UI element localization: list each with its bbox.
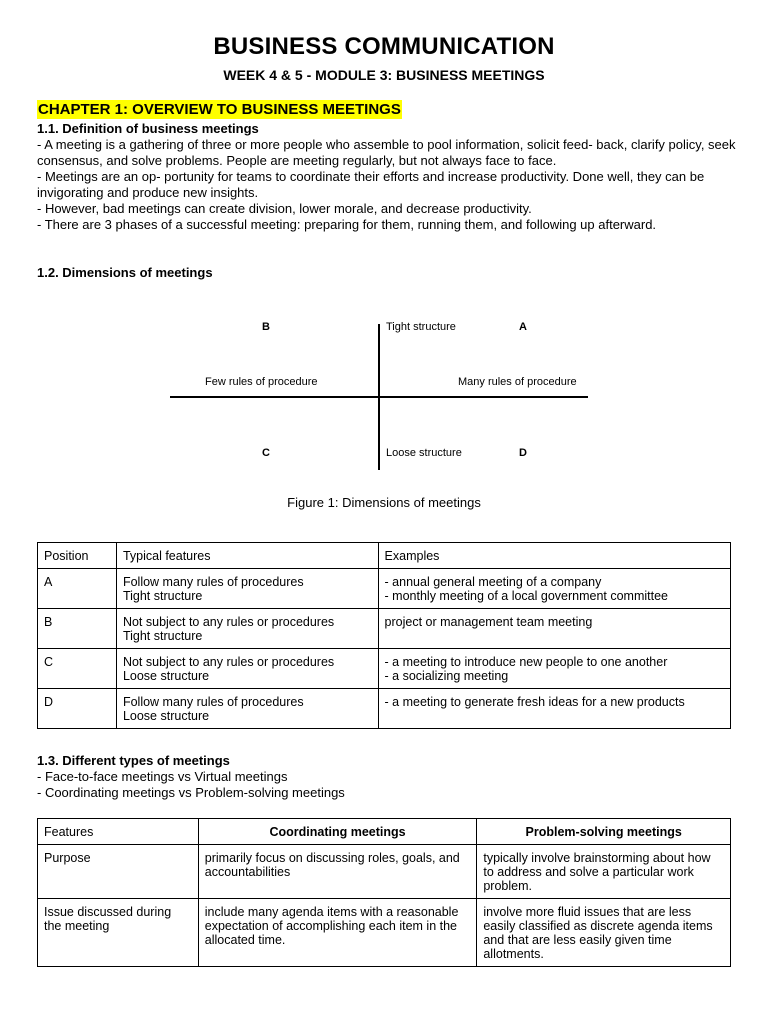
section-1-3-body bbox=[37, 769, 737, 801]
table-cell: include many agenda items with a reasonable expectation of accomplishing each item in the allocated time. bbox=[198, 899, 477, 967]
table-cell: Follow many rules of procedures Loose structure bbox=[116, 689, 378, 729]
quadrant-c-label: C bbox=[262, 447, 270, 459]
dimensions-diagram bbox=[170, 305, 620, 485]
table-cell: D bbox=[38, 689, 117, 729]
table-header: Examples bbox=[378, 543, 730, 569]
figure-caption: Figure 1: Dimensions of meetings bbox=[287, 495, 481, 510]
table-header: Typical features bbox=[116, 543, 378, 569]
section-1-2-heading: 1.2. Dimensions of meetings bbox=[37, 265, 213, 280]
table-row bbox=[38, 689, 731, 729]
chapter-heading: CHAPTER 1: OVERVIEW TO BUSINESS MEETINGS bbox=[38, 101, 401, 118]
quadrant-b-label: B bbox=[262, 321, 270, 333]
table-cell: Purpose bbox=[38, 845, 199, 899]
quadrant-a-label: A bbox=[519, 321, 527, 333]
table-cell: - a meeting to generate fresh ideas for a new products bbox=[378, 689, 730, 729]
table-header: Position bbox=[38, 543, 117, 569]
table-row bbox=[38, 649, 731, 689]
table-row bbox=[38, 845, 731, 899]
tight-structure-label: Tight structure bbox=[386, 321, 456, 333]
document-title: BUSINESS COMMUNICATION bbox=[213, 33, 555, 60]
section-1-1-body bbox=[37, 137, 737, 233]
table-cell: - annual general meeting of a company - monthly meeting of a local government committee bbox=[378, 569, 730, 609]
paragraph: - There are 3 phases of a successful meeting: preparing for them, running them, and following up afterward. bbox=[37, 217, 657, 232]
document-subtitle: WEEK 4 & 5 - MODULE 3: BUSINESS MEETINGS bbox=[223, 67, 545, 83]
paragraph: - Face-to-face meetings vs Virtual meetings bbox=[37, 769, 288, 784]
paragraph: - However, bad meetings can create division, lower morale, and decrease productivity. bbox=[37, 201, 532, 216]
table-row bbox=[38, 899, 731, 967]
many-rules-label: Many rules of procedure bbox=[458, 376, 577, 388]
table-header-row bbox=[38, 543, 731, 569]
quadrant-d-label: D bbox=[519, 447, 527, 459]
table-cell: involve more fluid issues that are less easily classified as discrete agenda items and that are less easily given time allotments. bbox=[477, 899, 731, 967]
table-row bbox=[38, 569, 731, 609]
few-rules-label: Few rules of procedure bbox=[205, 376, 318, 388]
table-cell: B bbox=[38, 609, 117, 649]
table-cell: Not subject to any rules or procedures Loose structure bbox=[116, 649, 378, 689]
table-cell: Follow many rules of procedures Tight structure bbox=[116, 569, 378, 609]
paragraph: - Coordinating meetings vs Problem-solving meetings bbox=[37, 785, 345, 800]
table-cell: Issue discussed during the meeting bbox=[38, 899, 199, 967]
section-1-3-heading: 1.3. Different types of meetings bbox=[37, 753, 230, 768]
meeting-types-table bbox=[37, 818, 731, 967]
vertical-axis bbox=[378, 324, 380, 470]
table-header-row bbox=[38, 819, 731, 845]
table-row bbox=[38, 609, 731, 649]
paragraph: - Meetings are an op- portunity for teams to coordinate their efforts and increase productivity. Done well, they can be invigorating and produce new insights. bbox=[37, 169, 705, 200]
dimensions-table bbox=[37, 542, 731, 729]
table-cell: C bbox=[38, 649, 117, 689]
table-cell: A bbox=[38, 569, 117, 609]
table-cell: primarily focus on discussing roles, goals, and accountabilities bbox=[198, 845, 477, 899]
table-header: Features bbox=[38, 819, 199, 845]
section-1-1-heading: 1.1. Definition of business meetings bbox=[37, 121, 259, 136]
table-cell: Not subject to any rules or procedures Tight structure bbox=[116, 609, 378, 649]
table-cell: typically involve brainstorming about how to address and solve a particular work problem. bbox=[477, 845, 731, 899]
table-cell: - a meeting to introduce new people to one another - a socializing meeting bbox=[378, 649, 730, 689]
table-header: Problem-solving meetings bbox=[477, 819, 731, 845]
paragraph: - A meeting is a gathering of three or more people who assemble to pool information, solicit feed- back, clarify policy, seek consensus, and solve problems. People are meeting regularly, but not always face to face. bbox=[37, 137, 736, 168]
loose-structure-label: Loose structure bbox=[386, 447, 462, 459]
table-header: Coordinating meetings bbox=[198, 819, 477, 845]
table-cell: project or management team meeting bbox=[378, 609, 730, 649]
